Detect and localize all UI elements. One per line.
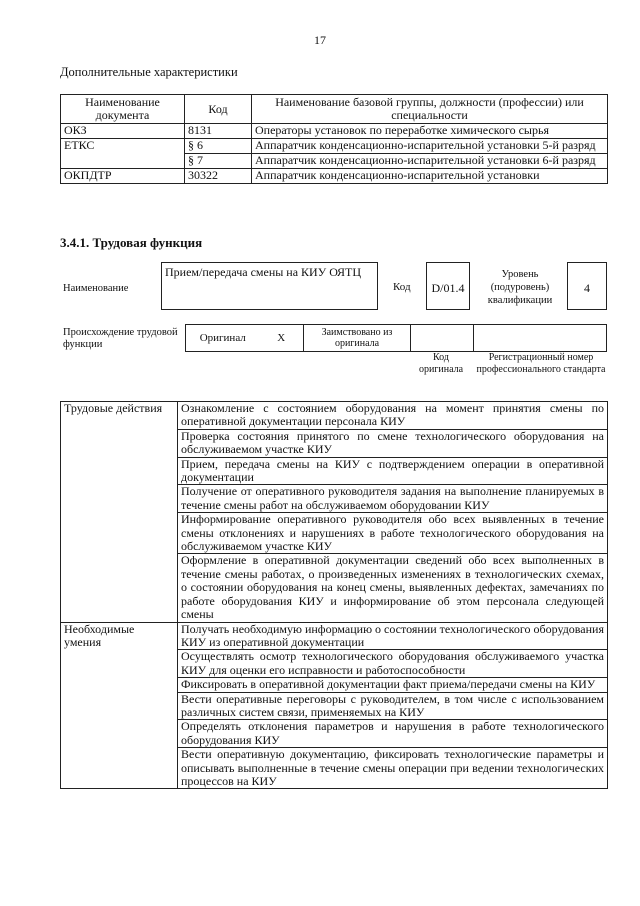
origin-label: Происхождение трудовой функции	[63, 327, 178, 350]
skills-category: Необходимые умения	[61, 622, 178, 789]
actions-category: Трудовые действия	[61, 402, 178, 623]
registration-number-caption: Регистрационный номер профессионального стандарта	[476, 352, 606, 375]
skill-item: Получать необходимую информацию о состоянии технологического оборудования КИУ из оперативной документации	[178, 622, 608, 650]
borrowed-label: Заимствовано из оригинала	[304, 325, 411, 352]
cell-code: § 7	[185, 154, 252, 169]
function-code-box: D/01.4	[426, 262, 470, 310]
registration-number-cell	[474, 325, 607, 352]
characteristics-table	[60, 94, 608, 184]
column-header-code: Код	[185, 95, 252, 124]
function-details-table	[60, 401, 608, 789]
original-mark: X	[260, 325, 304, 352]
skill-item: Определять отклонения параметров и нарушения в работе технологического оборудования КИУ	[178, 720, 608, 748]
skill-item: Осуществлять осмотр технологического оборудования обслуживаемого участка КИУ для оценки его исправности и работоспособности	[178, 650, 608, 678]
level-label: Уровень (подуровень) квалификации	[487, 269, 553, 306]
origin-table	[185, 324, 607, 352]
table-row	[61, 139, 608, 154]
action-item: Оформление в оперативной документации сведений обо всех выполненных в течение смены работах, о произведенных изменениях в технологических схемах, о состоянии оборудования на конец смены, выявленных дефектах, замечаниях по работе оборудования КИУ и информирование об этом персонала следующей смены	[178, 554, 608, 622]
action-item: Прием, передача смены на КИУ с подтверждением операции в оперативной документации	[178, 457, 608, 485]
cell-name: Аппаратчик конденсационно-испарительной установки 6-й разряд	[252, 154, 608, 169]
table-row	[61, 169, 608, 184]
action-item: Получение от оперативного руководителя задания на выполнение планируемых в течение смены работ на обслуживаемом оборудовании КИУ	[178, 485, 608, 513]
cell-document: ОКЗ	[61, 124, 185, 139]
cell-code: § 6	[185, 139, 252, 154]
column-header-document: Наименование документа	[61, 95, 185, 124]
cell-document: ЕТКС	[61, 139, 185, 169]
section-heading: Дополнительные характеристики	[60, 65, 238, 79]
cell-document: ОКПДТР	[61, 169, 185, 184]
skill-item: Фиксировать в оперативной документации факт приема/передачи смены на КИУ	[178, 678, 608, 692]
table-row	[61, 124, 608, 139]
table-row	[61, 622, 608, 650]
cell-code: 30322	[185, 169, 252, 184]
cell-name: Операторы установок по переработке химического сырья	[252, 124, 608, 139]
skill-item: Вести оперативную документацию, фиксировать технологические параметры и описывать выполненные в течение смены операции при ведении технологических процессов на КИУ	[178, 748, 608, 789]
cell-name: Аппаратчик конденсационно-испарительной установки	[252, 169, 608, 184]
code-label: Код	[393, 281, 411, 293]
name-label: Наименование	[63, 283, 129, 294]
action-item: Проверка состояния принятого по смене технологического оборудования на обслуживаемом участке КИУ	[178, 429, 608, 457]
function-name-box: Прием/передача смены на КИУ ОЯТЦ	[161, 262, 378, 310]
function-title: 3.4.1. Трудовая функция	[60, 235, 203, 250]
table-row	[61, 402, 608, 430]
action-item: Ознакомление с состоянием оборудования на момент принятия смены по оперативной документации персонала КИУ	[178, 402, 608, 430]
original-label: Оригинал	[186, 325, 260, 352]
original-code-caption: Код оригинала	[418, 352, 464, 375]
column-header-name: Наименование базовой группы, должности (профессии) или специальности	[252, 95, 608, 124]
cell-code: 8131	[185, 124, 252, 139]
level-box: 4	[567, 262, 607, 310]
original-code-cell	[411, 325, 474, 352]
action-item: Информирование оперативного руководителя обо всех выявленных в течение смены отклонениях и нарушениях в работе технологического оборудования на обслуживаемом участке КИУ	[178, 513, 608, 554]
cell-name: Аппаратчик конденсационно-испарительной установки 5-й разряд	[252, 139, 608, 154]
skill-item: Вести оперативные переговоры с руководителем, в том числе с использованием различных систем связи, применяемых на КИУ	[178, 692, 608, 720]
page-number: 17	[314, 33, 326, 47]
table-header-row	[61, 95, 608, 124]
